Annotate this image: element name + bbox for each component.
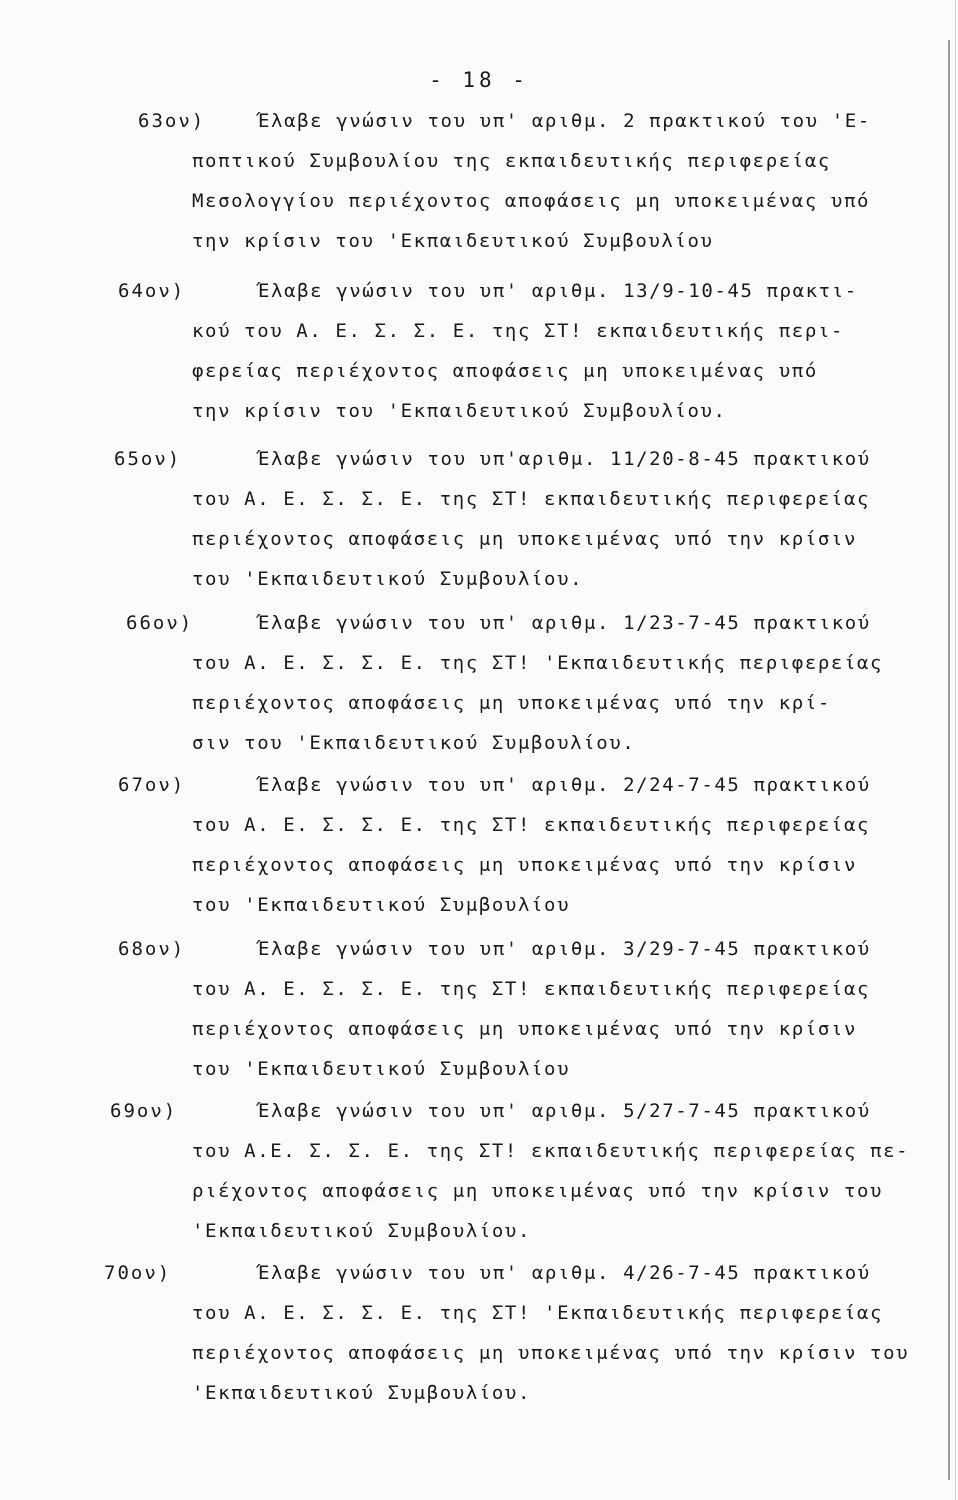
entry-text-line: 'Εκπαιδευτικού Συμβουλίου.: [192, 1220, 532, 1242]
entry-text-line: περιέχοντος αποφάσεις μη υποκειμένας υπό την κρίσιν του: [192, 1342, 910, 1364]
entry-text-line: Έλαβε γνώσιν του υπ' αριθμ. 1/23-7-45 πρακτικού: [258, 612, 871, 634]
entry-text-line: του Α. Ε. Σ. Σ. Ε. της ΣΤ! 'Εκπαιδευτικής περιφερείας: [192, 652, 884, 674]
entry-text-line: την κρίσιν του 'Εκπαιδευτικού Συμβουλίου: [192, 230, 714, 252]
entry-text-line: του Α. Ε. Σ. Σ. Ε. της ΣΤ! εκπαιδευτικής περιφερείας: [192, 978, 871, 1000]
entry-text-line: του Α.Ε. Σ. Σ. Ε. της ΣΤ! εκπαιδευτικής περιφερείας πε-: [192, 1140, 910, 1162]
entry-text-line: περιέχοντος αποφάσεις μη υποκειμένας υπό την κρίσιν: [192, 528, 857, 550]
entry-text-line: Έλαβε γνώσιν του υπ' αριθμ. 5/27-7-45 πρακτικού: [258, 1100, 871, 1122]
entry-text-line: περιέχοντος αποφάσεις μη υποκειμένας υπό την κρίσιν: [192, 1018, 857, 1040]
entry-text-line: του Α. Ε. Σ. Σ. Ε. της ΣΤ! εκπαιδευτικής περιφερείας: [192, 488, 871, 510]
page-number: - 18 -: [429, 68, 529, 92]
entry-number: 66ον): [126, 612, 194, 634]
entry-number: 65ον): [114, 448, 182, 470]
entry-text-line: του Α. Ε. Σ. Σ. Ε. της ΣΤ! 'Εκπαιδευτικής περιφερείας: [192, 1302, 884, 1324]
entry-text-line: περιέχοντος αποφάσεις μη υποκειμένας υπό την κρί-: [192, 692, 831, 714]
entry-text-line: την κρίσιν του 'Εκπαιδευτικού Συμβουλίου.: [192, 400, 727, 422]
entry-number: 69ον): [110, 1100, 178, 1122]
entry-number: 67ον): [118, 774, 186, 796]
entry-text-line: του 'Εκπαιδευτικού Συμβουλίου: [192, 894, 571, 916]
entry-text-line: ριέχοντος αποφάσεις μη υποκειμένας υπό την κρίσιν του: [192, 1180, 884, 1202]
entry-text-line: κού του Α. Ε. Σ. Σ. Ε. της ΣΤ! εκπαιδευτικής περι-: [192, 320, 844, 342]
entry-text-line: Μεσολογγίου περιέχοντος αποφάσεις μη υποκειμένας υπό: [192, 190, 871, 212]
entry-text-line: Έλαβε γνώσιν του υπ'αριθμ. 11/20-8-45 πρακτικού: [258, 448, 871, 470]
entry-text-line: Έλαβε γνώσιν του υπ' αριθμ. 2 πρακτικού του 'Ε-: [258, 110, 871, 132]
entry-text-line: ποπτικού Συμβουλίου της εκπαιδευτικής περιφερείας: [192, 150, 831, 172]
entry-number: 70ον): [104, 1262, 172, 1284]
page-edge-line: [955, 0, 956, 1500]
entry-text-line: Έλαβε γνώσιν του υπ' αριθμ. 2/24-7-45 πρακτικού: [258, 774, 871, 796]
binding-edge-mark: [948, 40, 950, 1480]
entry-text-line: περιέχοντος αποφάσεις μη υποκειμένας υπό την κρίσιν: [192, 854, 857, 876]
entry-number: 64ον): [118, 280, 186, 302]
entry-text-line: του 'Εκπαιδευτικού Συμβουλίου: [192, 1058, 571, 1080]
entry-text-line: του Α. Ε. Σ. Σ. Ε. της ΣΤ! εκπαιδευτικής περιφερείας: [192, 814, 871, 836]
entry-text-line: Έλαβε γνώσιν του υπ' αριθμ. 3/29-7-45 πρακτικού: [258, 938, 871, 960]
entry-text-line: Έλαβε γνώσιν του υπ' αριθμ. 4/26-7-45 πρακτικού: [258, 1262, 871, 1284]
entry-text-line: 'Εκπαιδευτικού Συμβουλίου.: [192, 1382, 532, 1404]
entry-number: 68ον): [118, 938, 186, 960]
entry-text-line: σιν του 'Εκπαιδευτικού Συμβουλίου.: [192, 732, 636, 754]
entry-text-line: φερείας περιέχοντος αποφάσεις μη υποκειμένας υπό: [192, 360, 818, 382]
entry-text-line: του 'Εκπαιδευτικού Συμβουλίου.: [192, 568, 584, 590]
entry-text-line: Έλαβε γνώσιν του υπ' αριθμ. 13/9-10-45 πρακτι-: [258, 280, 858, 302]
entry-number: 63ον): [138, 110, 206, 132]
